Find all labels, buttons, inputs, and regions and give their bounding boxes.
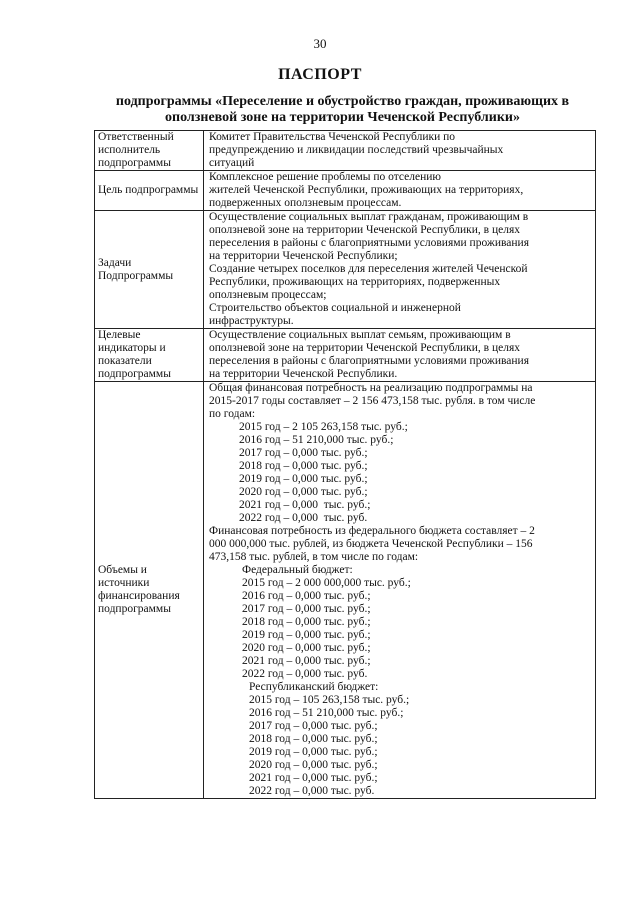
text-line: на территории Чеченской Республики; — [209, 250, 398, 262]
document-title: ПАСПОРТ — [278, 66, 362, 83]
text-line: Создание четырех поселков для переселения жителей Чеченской — [209, 263, 528, 275]
year-line: 2021 год – 0,000 тыс. руб.; — [242, 655, 371, 667]
year-line: 2020 год – 0,000 тыс. руб.; — [242, 642, 371, 654]
year-line: 2016 год – 51 210,000 тыс. руб.; — [239, 434, 394, 446]
year-line: 2017 год – 0,000 тыс. руб.; — [242, 603, 371, 615]
text-line: Финансовая потребность из федерального бюджета составляет – 2 — [209, 525, 535, 537]
year-line: 2019 год – 0,000 тыс. руб.; — [239, 473, 368, 485]
row-label: Объемы и источники финансирования подпрограммы — [95, 382, 204, 799]
row-value — [204, 131, 596, 171]
year-line: 2019 год – 0,000 тыс. руб.; — [249, 746, 378, 758]
row-value — [204, 382, 596, 799]
table-row — [95, 382, 596, 799]
text-line: Осуществление социальных выплат гражданам, проживающим в — [209, 211, 529, 223]
text-line: оползневым процессам; — [209, 289, 327, 301]
table-row — [95, 211, 596, 329]
text-line: ситуаций — [209, 157, 255, 169]
text-line: 000 000,000 тыс. рублей, из бюджета Чеченской Республики – 156 — [209, 538, 533, 550]
table-row — [95, 131, 596, 171]
document-subtitle: подпрограммы «Переселение и обустройство граждан, проживающих в оползневой зоне на территории Чеченской Республики» — [115, 94, 570, 125]
text-line: переселения в районы с благоприятными условиями проживания — [209, 237, 529, 249]
year-line: 2018 год – 0,000 тыс. руб.; — [239, 460, 368, 472]
row-value — [204, 329, 596, 382]
year-line: 2015 год – 105 263,158 тыс. руб.; — [249, 694, 410, 706]
text-line: подверженных оползневым процессам. — [209, 197, 402, 209]
text-line: 473,158 тыс. рублей, в том числе по годам: — [209, 551, 419, 563]
year-line: 2016 год – 0,000 тыс. руб.; — [242, 590, 371, 602]
text-line: предупреждению и ликвидации последствий чрезвычайных — [209, 144, 504, 156]
text-line: жителей Чеченской Республики, проживающих на территориях, — [209, 184, 524, 196]
text-line: 2015-2017 годы составляет – 2 156 473,158 тыс. рубля. в том числе — [209, 395, 536, 407]
row-value — [204, 211, 596, 329]
text-line: инфраструктуры. — [209, 315, 294, 327]
text-line: Республики, проживающих на территориях, подверженных — [209, 276, 501, 288]
year-line: 2015 год – 2 000 000,000 тыс. руб.; — [242, 577, 411, 589]
year-line: 2022 год – 0,000 тыс. руб. — [239, 512, 368, 524]
row-label: Цель подпрограммы — [95, 171, 204, 211]
year-line: 2022 год – 0,000 тыс. руб. — [249, 785, 375, 797]
year-line: 2018 год – 0,000 тыс. руб.; — [242, 616, 371, 628]
text-line: Осуществление социальных выплат семьям, проживающим в — [209, 329, 511, 341]
year-line: 2018 год – 0,000 тыс. руб.; — [249, 733, 378, 745]
text-line: на территории Чеченской Республики. — [209, 368, 398, 380]
text-line: по годам: — [209, 408, 256, 420]
year-line: 2016 год – 51 210,000 тыс. руб.; — [249, 707, 404, 719]
row-label: Задачи Подпрограммы — [95, 211, 204, 329]
text-line: оползневой зоне на территории Чеченской Республики, в целях — [209, 342, 521, 354]
year-line: 2021 год – 0,000 тыс. руб.; — [249, 772, 378, 784]
text-line: Строительство объектов социальной и инженерной — [209, 302, 461, 314]
text-line: Комитет Правительства Чеченской Республики по — [209, 131, 456, 143]
year-line: 2017 год – 0,000 тыс. руб.; — [249, 720, 378, 732]
table-row — [95, 171, 596, 211]
republic-budget-title: Республиканский бюджет: — [249, 681, 379, 693]
text-line: Общая финансовая потребность на реализацию подпрограммы на — [209, 382, 533, 394]
row-label: Ответственный исполнитель подпрограммы — [95, 131, 204, 171]
page-number: 30 — [313, 36, 327, 51]
year-line: 2020 год – 0,000 тыс. руб.; — [239, 486, 368, 498]
year-line: 2020 год – 0,000 тыс. руб.; — [249, 759, 378, 771]
year-line: 2021 год – 0,000 тыс. руб.; — [239, 499, 371, 511]
text-line: оползневой зоне на территории Чеченской Республики, в целях — [209, 224, 521, 236]
row-label: Целевые индикаторы и показатели подпрограммы — [95, 329, 204, 382]
year-line: 2017 год – 0,000 тыс. руб.; — [239, 447, 368, 459]
federal-budget-title: Федеральный бюджет: — [242, 564, 353, 576]
year-line: 2019 год – 0,000 тыс. руб.; — [242, 629, 371, 641]
passport-table — [94, 130, 596, 799]
text-line: переселения в районы с благоприятными условиями проживания — [209, 355, 529, 367]
table-row — [95, 329, 596, 382]
text-line: Комплексное решение проблемы по отселению — [209, 171, 442, 183]
year-line: 2022 год – 0,000 тыс. руб. — [242, 668, 368, 680]
year-line: 2015 год – 2 105 263,158 тыс. руб.; — [239, 421, 408, 433]
row-value — [204, 171, 596, 211]
